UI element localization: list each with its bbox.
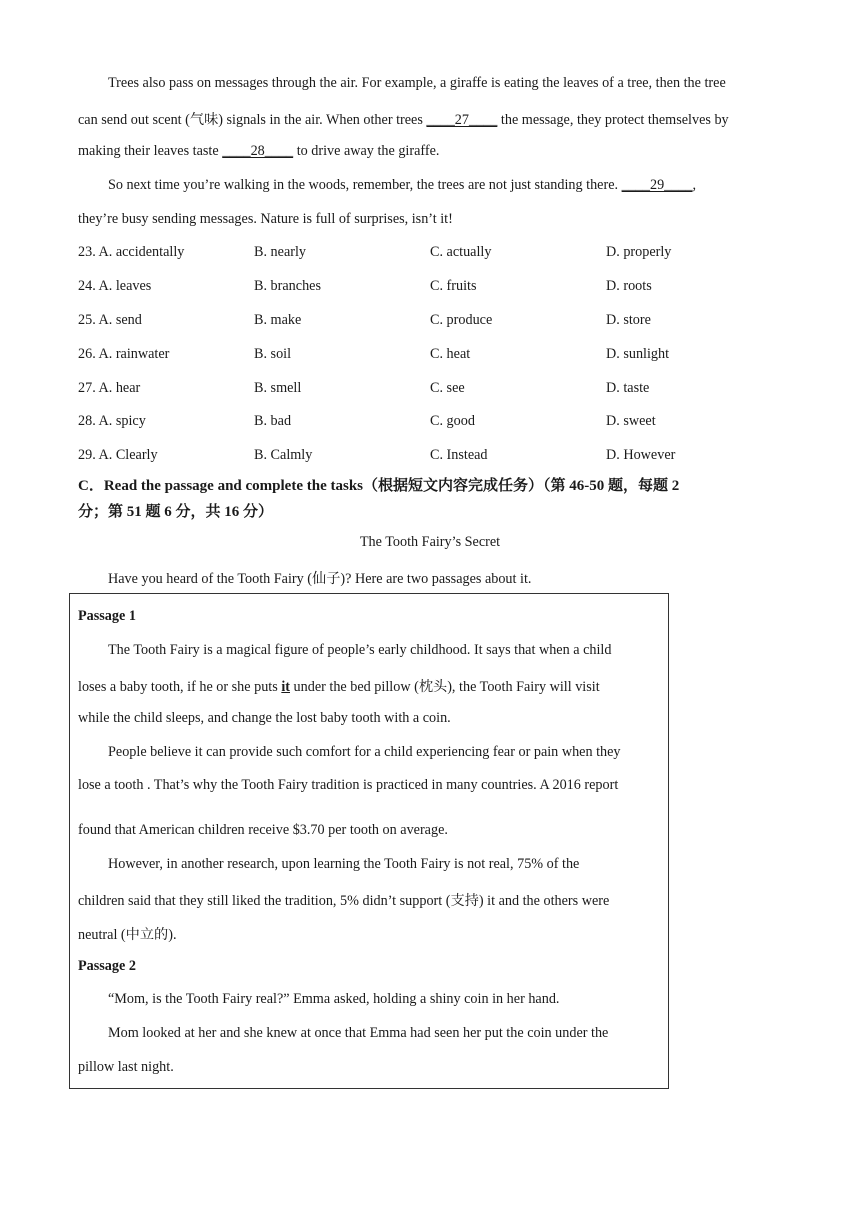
section-c-heading	[78, 473, 778, 525]
question-28	[78, 413, 778, 433]
blank-27: ____27____	[426, 112, 498, 128]
option-d: D. roots	[606, 278, 652, 294]
para1-line3	[78, 143, 439, 160]
option-d: D. However	[606, 447, 676, 463]
option-c: C. good	[430, 413, 475, 429]
passage1-line6: found that American children receive $3.70 per tooth on average.	[78, 822, 448, 838]
option-c: C. Instead	[430, 447, 488, 463]
option-d: D. store	[606, 312, 651, 328]
passage1-line9: neutral (中立的).	[78, 927, 177, 943]
option-b: B. soil	[254, 346, 292, 362]
question-24	[78, 278, 778, 298]
option-a: 26. A. rainwater	[78, 346, 170, 362]
option-a: 29. A. Clearly	[78, 447, 158, 463]
option-b: B. Calmly	[254, 447, 313, 463]
option-c: C. fruits	[430, 278, 477, 294]
para1-line2-text-a: can send out scent (气味) signals in the air. When other trees	[78, 112, 427, 128]
para2-line2: they’re busy sending messages. Nature is full of surprises, isn’t it!	[78, 211, 453, 227]
passage2-title: Passage 2	[78, 958, 136, 974]
option-a: 28. A. spicy	[78, 413, 146, 429]
passage1-line4: People believe it can provide such comfort for a child experiencing fear or pain when they	[108, 744, 621, 760]
section-c-heading-line1: C．Read the passage and complete the tasks（根据短文内容完成任务）（第 46-50 题，每题 2	[78, 478, 680, 494]
passage1-line3: while the child sleeps, and change the lost baby tooth with a coin.	[78, 710, 451, 726]
passage1-line1: The Tooth Fairy is a magical figure of people’s early childhood. It says that when a child	[108, 642, 612, 658]
intro-line: Have you heard of the Tooth Fairy (仙子)? Here are two passages about it.	[108, 571, 532, 587]
option-d: D. properly	[606, 244, 672, 260]
option-a: 27. A. hear	[78, 380, 141, 396]
option-b: B. bad	[254, 413, 292, 429]
passage1-line2	[78, 676, 600, 696]
underlined-it: it	[281, 679, 290, 695]
option-d: D. sweet	[606, 413, 656, 429]
passage2-line2: Mom looked at her and she knew at once that Emma had seen her put the coin under the	[108, 1025, 609, 1041]
option-b: B. branches	[254, 278, 321, 294]
blank-28: ____28____	[222, 143, 294, 159]
passage1-title: Passage 1	[78, 608, 136, 624]
section-c-heading-line2: 分；第 51 题 6 分，共 16 分）	[78, 504, 274, 520]
para2-line1-text-b: ,	[692, 177, 697, 193]
option-b: B. smell	[254, 380, 302, 396]
para2-line1-text-a: So next time you’re walking in the woods, remember, the trees are not just standing there.	[108, 177, 622, 193]
option-b: B. make	[254, 312, 302, 328]
option-a: 23. A. accidentally	[78, 244, 185, 260]
option-c: C. see	[430, 380, 465, 396]
question-29	[78, 447, 778, 467]
passage2-line3: pillow last night.	[78, 1059, 174, 1075]
passage-title: The Tooth Fairy’s Secret	[359, 534, 501, 550]
para1-line2-text-b: the message, they protect themselves by	[497, 112, 729, 128]
option-a: 24. A. leaves	[78, 278, 152, 294]
passage1-line2-text-b: under the bed pillow (枕头), the Tooth Fairy will visit	[290, 679, 600, 695]
para1-line1: Trees also pass on messages through the air. For example, a giraffe is eating the leaves of a tree, then the tree	[108, 75, 726, 91]
passage1-line8: children said that they still liked the tradition, 5% didn’t support (支持) it and the others were	[78, 893, 610, 909]
passage1-line5: lose a tooth . That’s why the Tooth Fairy tradition is practiced in many countries. A 2016 report	[78, 777, 619, 793]
blank-29: ____29____	[621, 177, 693, 193]
question-23	[78, 244, 778, 264]
para1-line2	[78, 109, 729, 129]
question-26	[78, 346, 778, 366]
question-27	[78, 380, 778, 400]
para1-line3-text-b: to drive away the giraffe.	[293, 143, 440, 159]
passage1-line7: However, in another research, upon learning the Tooth Fairy is not real, 75% of the	[108, 856, 580, 872]
para2-line1	[108, 177, 696, 194]
question-25	[78, 312, 778, 332]
passages-box	[69, 593, 669, 1089]
option-c: C. heat	[430, 346, 471, 362]
passage1-line2-text-a: loses a baby tooth, if he or she puts	[78, 679, 282, 695]
option-c: C. actually	[430, 244, 492, 260]
para1-line3-text-a: making their leaves taste	[78, 143, 223, 159]
option-d: D. taste	[606, 380, 650, 396]
passage2-line1: “Mom, is the Tooth Fairy real?” Emma asked, holding a shiny coin in her hand.	[108, 991, 560, 1007]
option-b: B. nearly	[254, 244, 307, 260]
option-a: 25. A. send	[78, 312, 142, 328]
option-d: D. sunlight	[606, 346, 670, 362]
option-c: C. produce	[430, 312, 493, 328]
